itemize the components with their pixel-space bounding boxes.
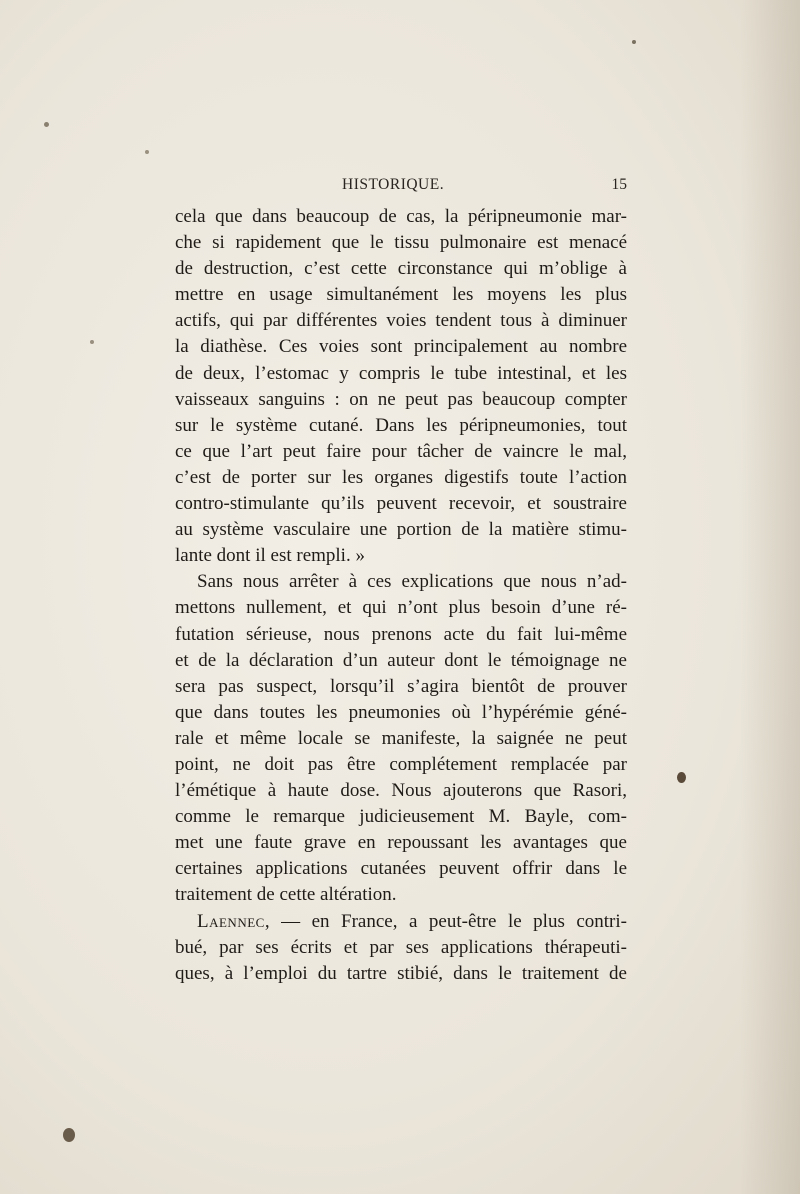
text-line: che si rapidement que le tissu pulmonaire est menacé [175,232,627,254]
text-line: rale et même locale se manifeste, la saignée ne peut [175,727,627,749]
text-line: Sans nous arrêter à ces explications que nous n’ad- [197,571,627,593]
body-text [175,204,627,987]
text-line: actifs, qui par différentes voies tendent tous à diminuer [175,310,627,332]
text-line: que dans toutes les pneumonies où l’hypérémie géné- [175,701,627,723]
text-line: de deux, l’estomac y compris le tube intestinal, et les [175,362,627,384]
text-line: c’est de porter sur les organes digestifs toute l’action [175,466,627,488]
text-line: ques, à l’emploi du tartre stibié, dans le traitement de [175,962,627,984]
text-line: point, ne doit pas être complétement remplacée par [175,753,627,775]
running-header [172,176,627,198]
paper-speck [44,122,49,127]
text-line: comme le remarque judicieusement M. Bayle, com- [175,806,627,828]
paper-speck [677,772,686,783]
text-line: certaines applications cutanées peuvent offrir dans le [175,858,627,880]
paragraph-2 [175,569,627,908]
text-line: mettre en usage simultanément les moyens les plus [175,284,627,306]
text-line: vaisseaux sanguins : on ne peut pas beaucoup compter [175,388,627,410]
text-line: l’émétique à haute dose. Nous ajouterons que Rasori, [175,780,627,802]
text-line: mettons nullement, et qui n’ont plus besoin d’une ré- [175,597,627,619]
text-line: lante dont il est rempli. » [175,545,365,567]
paragraph-1 [175,204,627,569]
text-line: futation sérieuse, nous prenons acte du fait lui-même [175,623,627,645]
author-name: Laennec [197,910,265,932]
text-line: la diathèse. Ces voies sont principalement au nombre [175,336,627,358]
page-edge-shadow [740,0,800,1194]
text-line: et de la déclaration d’un auteur dont le témoignage ne [175,649,627,671]
paper-speck [90,340,94,344]
paragraph-3 [175,909,627,987]
paper-speck [145,150,149,154]
running-title: HISTORIQUE. [342,176,445,193]
paper-speck [632,40,636,44]
text-line: de destruction, c’est cette circonstance qui m’oblige à [175,258,627,280]
page-number: 15 [611,176,627,193]
text-line: bué, par ses écrits et par ses applications thérapeuti- [175,936,627,958]
text-line: sur le système cutané. Dans les péripneumonies, tout [175,414,627,436]
text-run: , — en France, a peut-être le plus contri- [264,910,627,932]
text-line: ce que l’art peut faire pour tâcher de vaincre le mal, [175,440,627,462]
text-line: sera pas suspect, lorsqu’il s’agira bientôt de prouver [175,675,627,697]
text-line [175,909,627,935]
text-line: au système vasculaire une portion de la matière stimu- [175,519,627,541]
text-line: traitement de cette altération. [175,884,397,906]
text-line: cela que dans beaucoup de cas, la péripneumonie mar- [175,206,627,227]
text-line: met une faute grave en repoussant les avantages que [175,832,627,854]
text-line: contro-stimulante qu’ils peuvent recevoir, et soustraire [175,493,627,515]
paper-speck [63,1128,75,1142]
